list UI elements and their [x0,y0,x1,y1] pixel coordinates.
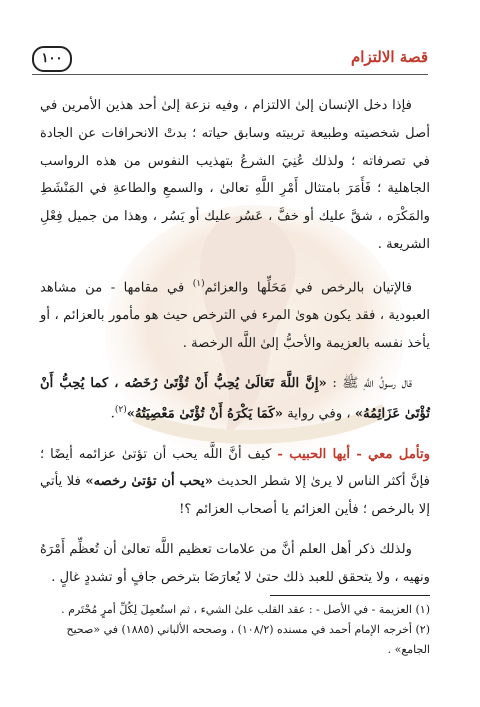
paragraph-2 [40,271,430,358]
hadith-connector: ، وفي رواية [283,406,355,422]
hadith-intro: قال رسولُ اللَّهِ ﷺ : [326,375,412,391]
running-title: قصة الالتزام [351,48,428,66]
paragraph-2-end: في مقامها - من مشاهد العبودية ، فقد يكون هوىٰ المرء في الترخص حيث هو مأمور بالعزائم ، أو يأخذ نفسه بالعزيمة والأحبُّ إلىٰ اللَّه الرخصة . [40,280,430,351]
paragraph-1: فإذا دخل الإنسان إلىٰ الالتزام ، وفيه نزعة إلىٰ أحد هذين الأمرين في أصل شخصيته وطبيعة تربيته وسابق حياته ؛ بدتْ الانحرافات عن الجادة في تصرفاته ؛ ولذلك عُنِيَ الشرعُ بتهذيب النفوس من هذه الرواسب الجاهلية ؛ فَأَمَرَ بامتثال أَمْرِ اللَّهِ تعالىٰ ، والسمعِ والطاعةِ في المَنْشَطِ والمَكْرَه ، شقَّ عليك أو خفَّ ، عَسُر عليك أو يَسُر ، وهذا من جميل فِعْلِ الشريعة . [40,98,430,252]
footnote-divider [270,595,430,596]
footnote-ref-1[interactable]: (١) [192,278,205,289]
page-number: ١٠٠ [32,46,72,72]
hadith-text-2: «كَمَا يَكْرَهُ أَنْ تُؤْتَىٰ مَعْصِيَتُهُ» [126,406,283,422]
header-divider [32,74,428,75]
paragraph-2-start: فالإتيان بالرخص في مَحَلِّها والعزائم [204,280,412,296]
footnote-ref-2[interactable]: (٢) [114,405,127,416]
footnote-1: (١) العزيمة - في الأصل - : عقد القلب علىٰ الشيء ، ثم استُعمِلَ لِكُلِّ أمرٍ مُحْتَرم . [61,603,430,616]
highlighted-address: وتأمل معي - أيها الحبيب - [277,446,430,462]
hadith-end: . [110,406,115,422]
paragraph-4-start: كيف أنَّ اللَّه يحب أن تؤتىٰ عزائمه أيضًا ؛ فإنَّ أكثر الناس لا يرىٰ إلا شطر الحديث [40,446,430,490]
paragraph-4 [40,441,430,524]
paragraph-4-end: فلا يأتي إلا بالرخص ؛ فأين العزائم يا أصحاب العزائم ؟! [40,474,430,518]
paragraph-3 [40,370,430,429]
footnotes [40,600,430,660]
page-header [32,44,428,74]
footnote-2: (٢) أخرجه الإمام أحمد في مسنده (١٠٨/٢) ، وصححه الألباني (١٨٨٥) في «صحيح الجامع» . [66,623,430,656]
hadith-quote: «يحب أن تؤتىٰ رخصه» [85,474,213,490]
main-text [40,92,430,604]
hadith-text-1: «إِنَّ اللَّهَ تَعَالَىٰ يُحِبُّ أَنْ تُؤْتَىٰ رُخَصُه ، كما يُحِبُّ أَنْ تُؤْتَىٰ عَزَائِمُهُ» [40,375,430,422]
paragraph-5: ولذلك ذكر أهل العلم أنَّ من علامات تعظيم اللَّه تعالىٰ أن تُعظِّم أَمْرَهُ ونهيه ، ولا يتحقق للعبد ذلك حتىٰ لا يُعارَضَا بترخص جافٍ أو تشددٍ غالٍ . [40,541,430,585]
